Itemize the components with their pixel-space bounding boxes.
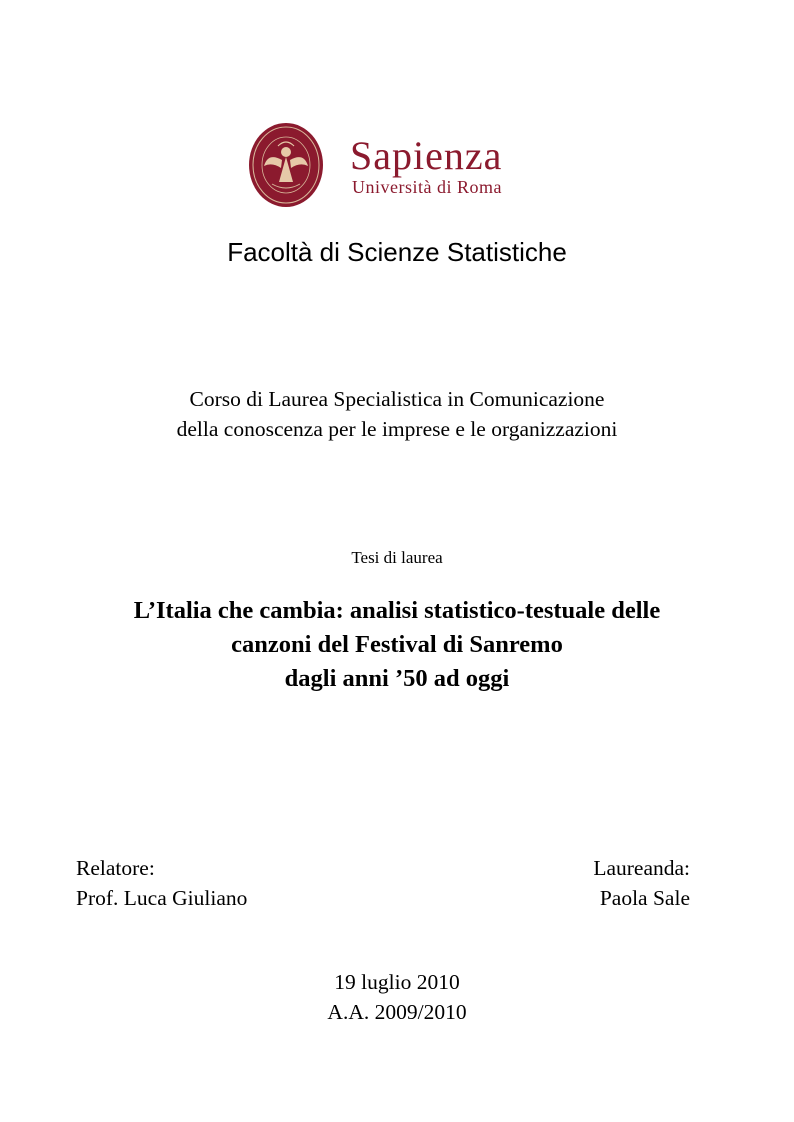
- academic-year: A.A. 2009/2010: [327, 1000, 467, 1024]
- course-line-1: Corso di Laurea Specialistica in Comunicazione: [189, 387, 605, 411]
- supervisor-label: Relatore:: [76, 856, 155, 880]
- thesis-title-line-1: L’Italia che cambia: analisi statistico-testuale delle: [133, 597, 661, 624]
- thesis-title-line-2: canzoni del Festival di Sanremo: [231, 631, 563, 658]
- course-line-2: della conoscenza per le imprese e le organizzazioni: [176, 417, 618, 441]
- candidate-label: Laureanda:: [593, 856, 690, 880]
- university-logo: [248, 122, 548, 208]
- defense-date: 19 luglio 2010: [334, 970, 460, 994]
- brand-subtitle: Università di Roma: [352, 177, 502, 197]
- thesis-title-line-3: dagli anni ’50 ad oggi: [284, 665, 510, 692]
- thesis-label: Tesi di laurea: [351, 548, 443, 567]
- faculty-title: Facoltà di Scienze Statistiche: [227, 237, 567, 267]
- supervisor-name: Prof. Luca Giuliano: [76, 886, 248, 910]
- candidate-block: [593, 853, 690, 913]
- date-block: [0, 967, 794, 1027]
- candidate-name: Paola Sale: [599, 886, 690, 910]
- university-seal-icon: [248, 122, 324, 208]
- supervisor-block: [76, 853, 247, 913]
- course-name: [0, 384, 794, 444]
- thesis-title: [0, 594, 794, 696]
- brand-name: Sapienza: [350, 133, 503, 178]
